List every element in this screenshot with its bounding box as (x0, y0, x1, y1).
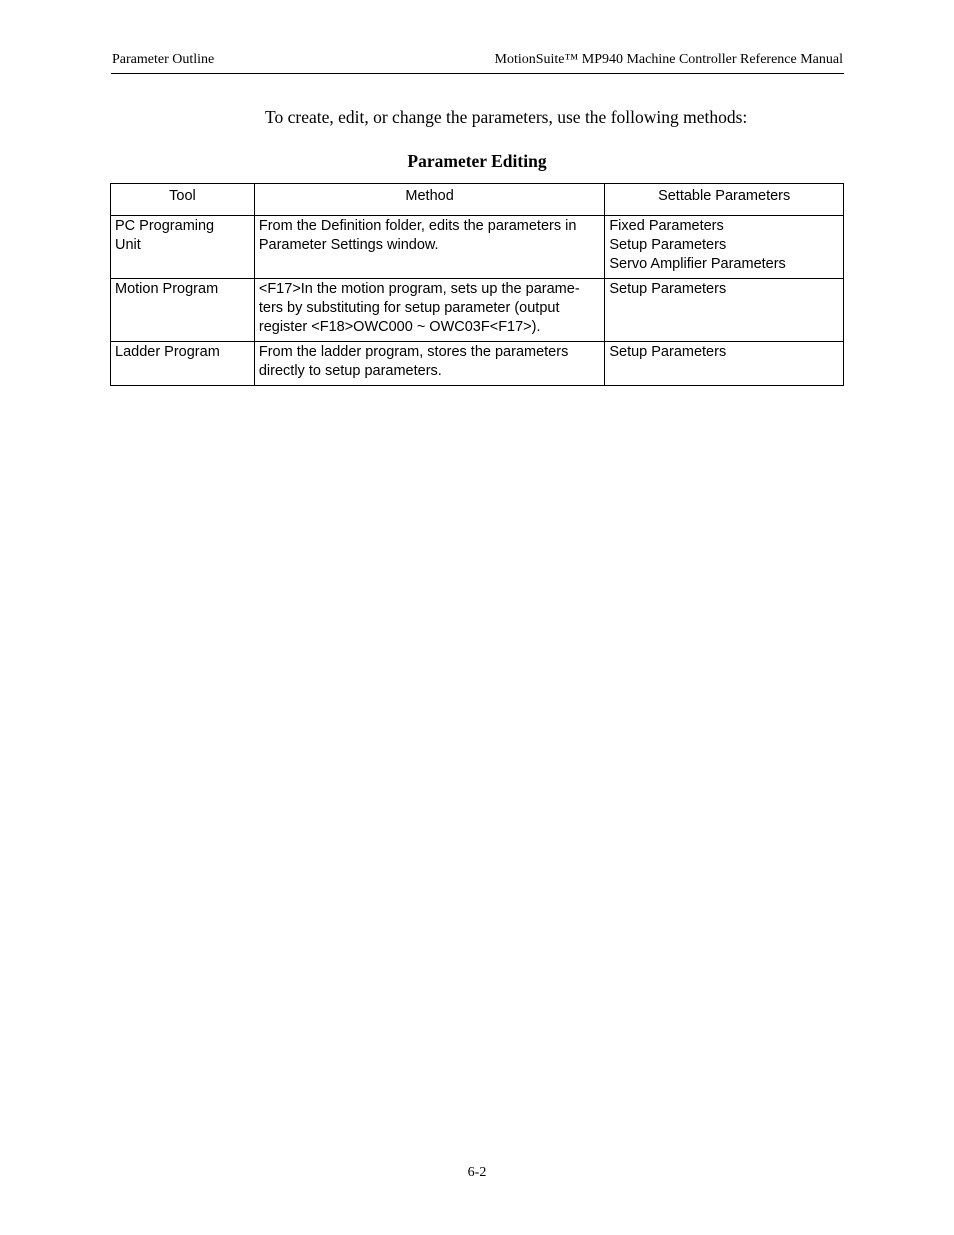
table-row (111, 216, 844, 279)
cell-tool (111, 216, 255, 279)
cell-line: From the Definition folder, edits the parameters in (258, 218, 577, 234)
table-header-row (111, 184, 844, 216)
cell-line: PC Programing (115, 218, 215, 234)
cell-method (254, 216, 604, 279)
table-row (111, 279, 844, 342)
parameter-editing-table (110, 183, 844, 386)
cell-line: Parameter Settings window. (258, 237, 439, 253)
page-header (111, 52, 844, 74)
cell-line: From the ladder program, stores the parameters (258, 344, 569, 360)
cell-method (254, 342, 604, 386)
header-manual-title: MotionSuite™ MP940 Machine Controller Reference Manual (494, 52, 843, 67)
cell-line: Servo Amplifier Parameters (609, 256, 786, 272)
cell-line: Fixed Parameters (609, 218, 724, 234)
cell-line: ters by substituting for setup parameter (output (258, 300, 560, 316)
header-section-title: Parameter Outline (112, 52, 215, 67)
column-header-method: Method (254, 184, 604, 216)
cell-settable-parameters (605, 216, 844, 279)
page-number: 6-2 (467, 1165, 487, 1180)
cell-line: Setup Parameters (609, 281, 727, 297)
cell-tool (111, 342, 255, 386)
column-header-tool: Tool (111, 184, 255, 216)
cell-line: register <F18>OWC000 ~ OWC03F<F17>). (258, 319, 541, 335)
cell-line: Ladder Program (115, 344, 220, 360)
column-header-settable-parameters: Settable Parameters (605, 184, 844, 216)
table-title: Parameter Editing (407, 151, 547, 171)
cell-line: <F17>In the motion program, sets up the parame- (258, 281, 580, 297)
cell-line: Setup Parameters (609, 237, 727, 253)
cell-tool (111, 279, 255, 342)
cell-settable-parameters (605, 279, 844, 342)
cell-line: Unit (115, 237, 141, 253)
cell-line: Motion Program (115, 281, 219, 297)
cell-line: Setup Parameters (609, 344, 727, 360)
cell-line: directly to setup parameters. (258, 363, 442, 379)
cell-settable-parameters (605, 342, 844, 386)
intro-paragraph: To create, edit, or change the parameters, use the following methods: (265, 107, 748, 127)
cell-method (254, 279, 604, 342)
table-row (111, 342, 844, 386)
